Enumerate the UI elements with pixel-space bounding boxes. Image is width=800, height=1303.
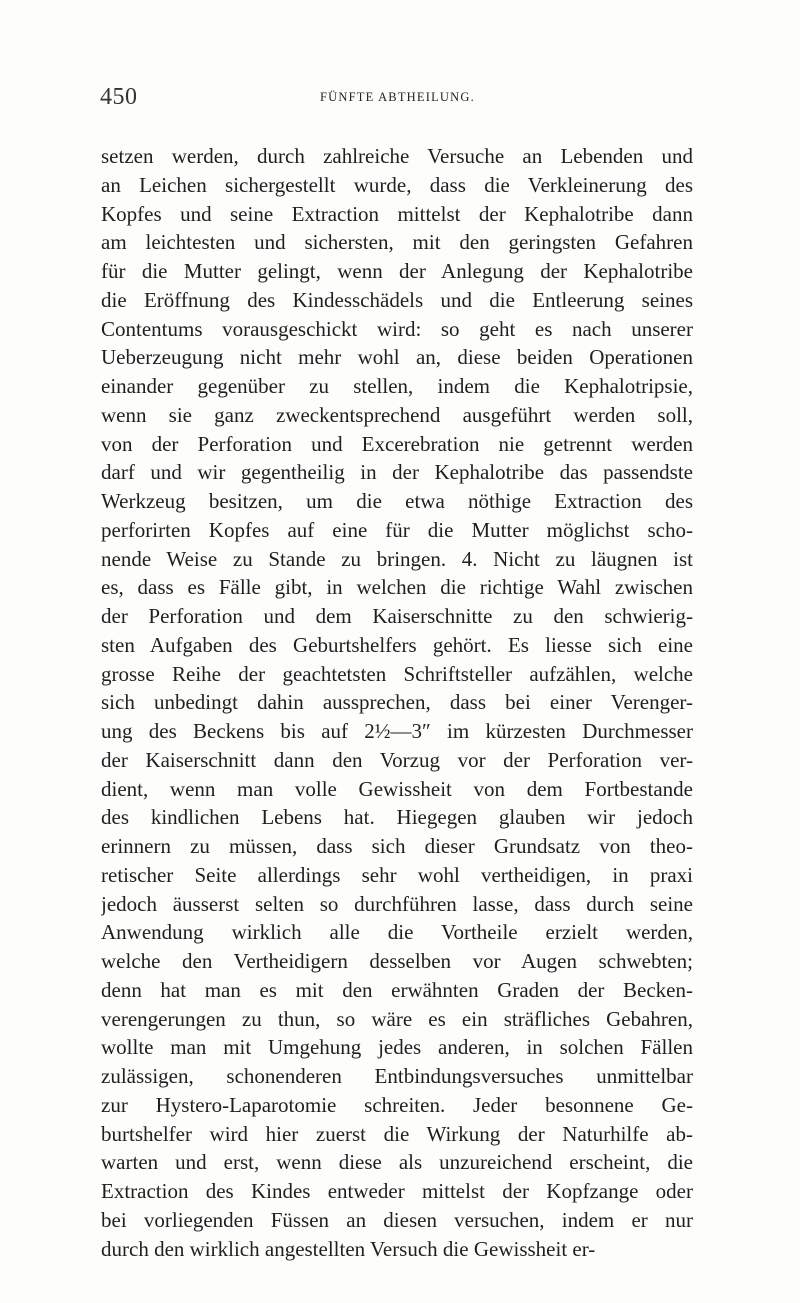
- text-line: dient, wenn man volle Gewissheit von dem Fortbestande: [101, 776, 693, 801]
- text-line: setzen werden, durch zahlreiche Versuche an Lebenden und: [101, 144, 693, 168]
- text-line: der Kaiserschnitt dann den Vorzug vor der Perforation ver-: [101, 747, 693, 772]
- text-line: Werkzeug besitzen, um die etwa nöthige Extraction des: [101, 489, 693, 513]
- body-text: [101, 142, 693, 1263]
- text-line: einander gegenüber zu stellen, indem die Kephalotripsie,: [101, 374, 693, 398]
- text-line: burtshelfer wird hier zuerst die Wirkung der Naturhilfe ab-: [101, 1121, 693, 1146]
- text-line: von der Perforation und Excerebration nie getrennt werden: [101, 431, 693, 456]
- text-line: für die Mutter gelingt, wenn der Anlegung der Kephalotribe: [101, 259, 693, 283]
- text-line: es, dass es Fälle gibt, in welchen die richtige Wahl zwischen: [101, 575, 693, 600]
- text-line: am leichtesten und sichersten, mit den geringsten Gefahren: [101, 230, 693, 255]
- text-line: verengerungen zu thun, so wäre es ein sträfliches Gebahren,: [101, 1006, 693, 1031]
- text-line: sich unbedingt dahin aussprechen, dass bei einer Verenger-: [101, 690, 693, 715]
- text-line: erinnern zu müssen, dass sich dieser Grundsatz von theo-: [101, 834, 693, 858]
- text-line: Contentums vorausgeschickt wird: so geht es nach unserer: [101, 316, 693, 341]
- text-line: sten Aufgaben des Geburtshelfers gehört. Es liesse sich eine: [101, 632, 693, 657]
- text-line: grosse Reihe der geachtetsten Schriftsteller aufzählen, welche: [101, 661, 693, 686]
- text-line: Anwendung wirklich alle die Vortheile erzielt werden,: [101, 920, 693, 945]
- text-line: wollte man mit Umgehung jedes anderen, in solchen Fällen: [101, 1035, 693, 1060]
- text-line: retischer Seite allerdings sehr wohl vertheidigen, in praxi: [101, 862, 693, 887]
- text-line: an Leichen sichergestellt wurde, dass die Verkleinerung des: [101, 172, 693, 197]
- text-line: denn hat man es mit den erwähnten Graden der Becken-: [101, 977, 693, 1002]
- text-line: Ueberzeugung nicht mehr wohl an, diese beiden Operationen: [101, 345, 693, 370]
- text-line: des kindlichen Lebens hat. Hiegegen glauben wir jedoch: [101, 805, 693, 830]
- text-line: zulässigen, schonenderen Entbindungsversuches unmittelbar: [101, 1064, 693, 1088]
- text-line: bei vorliegenden Füssen an diesen versuchen, indem er nur: [101, 1207, 693, 1232]
- text-line: jedoch äusserst selten so durchführen lasse, dass durch seine: [101, 891, 693, 916]
- text-line: durch den wirklich angestellten Versuch die Gewissheit er-: [101, 1236, 596, 1261]
- running-head: FÜNFTE ABTHEILUNG.: [320, 90, 475, 104]
- text-line: der Perforation und dem Kaiserschnitte zu den schwierig-: [101, 604, 693, 628]
- text-line: warten und erst, wenn diese als unzureichend erscheint, die: [101, 1150, 693, 1175]
- page-header: [100, 84, 700, 114]
- page-number: 450: [100, 84, 138, 110]
- text-line: die Eröffnung des Kindesschädels und die Entleerung seines: [101, 287, 693, 312]
- text-line: nende Weise zu Stande zu bringen. 4. Nicht zu läugnen ist: [101, 546, 693, 571]
- text-line: wenn sie ganz zweckentsprechend ausgeführt werden soll,: [101, 402, 693, 427]
- text-line: darf und wir gegentheilig in der Kephalotribe das passendste: [101, 460, 693, 485]
- text-line: perforirten Kopfes auf eine für die Mutter möglichst scho-: [101, 517, 693, 542]
- text-line: zur Hystero-Laparotomie schreiten. Jeder besonnene Ge-: [101, 1092, 693, 1117]
- text-line: Kopfes und seine Extraction mittelst der Kephalotribe dann: [101, 201, 693, 226]
- text-line: Extraction des Kindes entweder mittelst der Kopfzange oder: [101, 1179, 693, 1203]
- text-line: ung des Beckens bis auf 2½—3″ im kürzesten Durchmesser: [101, 719, 693, 743]
- text-line: welche den Vertheidigern desselben vor Augen schwebten;: [101, 949, 693, 973]
